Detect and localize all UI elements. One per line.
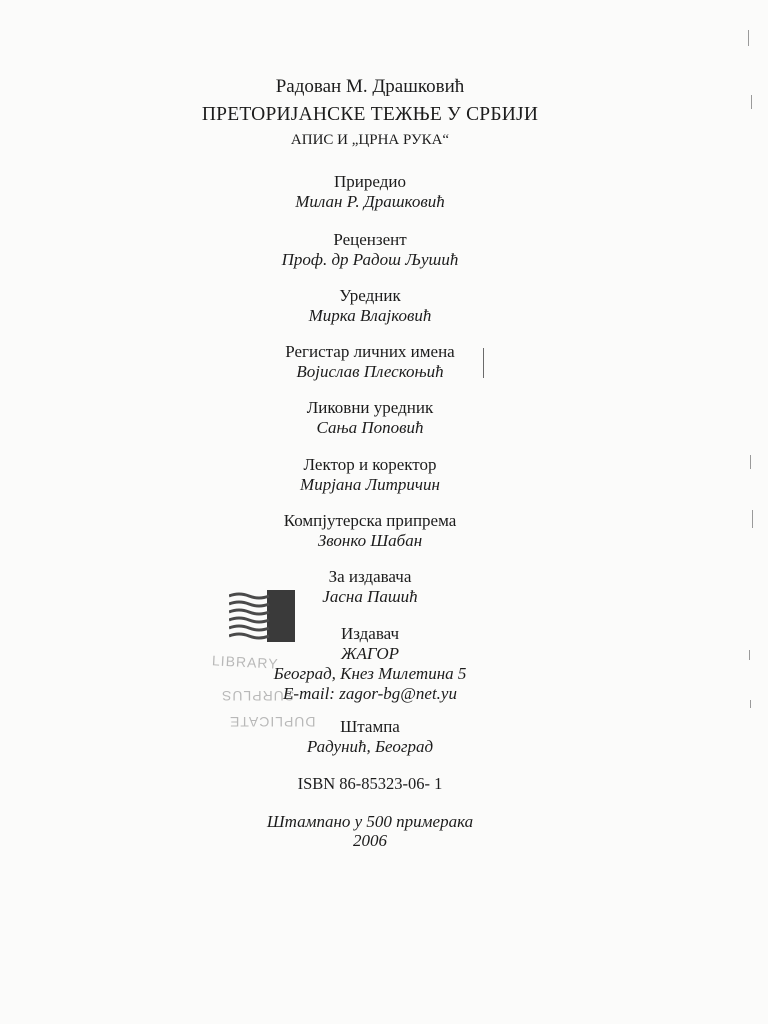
scan-mark bbox=[750, 455, 751, 469]
stamp-text-duplicate: DUPLICATE bbox=[229, 714, 316, 730]
author-name: Радован М. Драшковић bbox=[275, 76, 465, 97]
credit-person: Проф. др Радош Љушић bbox=[281, 250, 459, 269]
credit-reviewer bbox=[170, 230, 570, 270]
credit-person: Мирка Влајковић bbox=[308, 306, 432, 325]
print-run-block bbox=[170, 812, 570, 850]
credit-person: Војислав Плескоњић bbox=[296, 362, 444, 381]
scan-mark bbox=[752, 510, 753, 528]
credit-role: Компјутерска припрема bbox=[283, 511, 457, 530]
scan-mark bbox=[750, 700, 751, 708]
scan-mark bbox=[483, 348, 484, 378]
credit-role: За издавача bbox=[328, 567, 412, 586]
isbn: ISBN 86-85323-06- 1 bbox=[297, 774, 443, 793]
print-run: Штампано у 500 примерака bbox=[266, 812, 474, 831]
credit-editor bbox=[170, 286, 570, 326]
publisher-name: ЖАГОР bbox=[340, 644, 400, 663]
credit-person: Милан Р. Драшковић bbox=[295, 192, 445, 211]
credit-role: Уредник bbox=[339, 286, 401, 305]
printer-role: Штампа bbox=[340, 717, 400, 736]
credit-person: Јасна Пашић bbox=[322, 587, 418, 606]
credit-typesetting bbox=[170, 511, 570, 551]
stamp-text-library: LIBRARY bbox=[211, 652, 280, 672]
credit-person: Сања Поповић bbox=[316, 418, 424, 437]
credit-proofreader bbox=[170, 455, 570, 495]
publication-year: 2006 bbox=[353, 831, 387, 850]
book-subtitle: АПИС И „ЦРНА РУКА“ bbox=[290, 132, 450, 148]
credit-editor-compiler bbox=[170, 172, 570, 212]
printer-name: Радунић, Београд bbox=[306, 737, 434, 756]
publisher-role: Издавач bbox=[340, 624, 400, 643]
scan-mark bbox=[748, 30, 749, 46]
credit-role: Приредио bbox=[334, 172, 406, 191]
credit-role: Ликовни уредник bbox=[306, 398, 434, 417]
credit-person: Звонко Шабан bbox=[317, 531, 423, 550]
scan-mark bbox=[749, 650, 750, 660]
publisher-email: E-mail: zagor-bg@net.yu bbox=[283, 684, 457, 703]
library-stamp-icon bbox=[229, 590, 295, 642]
credit-person: Мирјана Литричин bbox=[300, 475, 440, 494]
scan-mark bbox=[751, 95, 752, 109]
credit-role: Лектор и коректор bbox=[303, 455, 437, 474]
stamp-text-surplus: SURPLUS bbox=[221, 688, 295, 704]
credit-index bbox=[170, 342, 570, 382]
credit-art-editor bbox=[170, 398, 570, 438]
book-title: ПРЕТОРИЈАНСКЕ ТЕЖЊЕ У СРБИЈИ bbox=[201, 104, 539, 125]
credit-role: Регистар личних имена bbox=[285, 342, 455, 361]
publisher-address: Београд, Кнез Милетина 5 bbox=[273, 664, 467, 683]
credit-role: Рецензент bbox=[333, 230, 407, 249]
